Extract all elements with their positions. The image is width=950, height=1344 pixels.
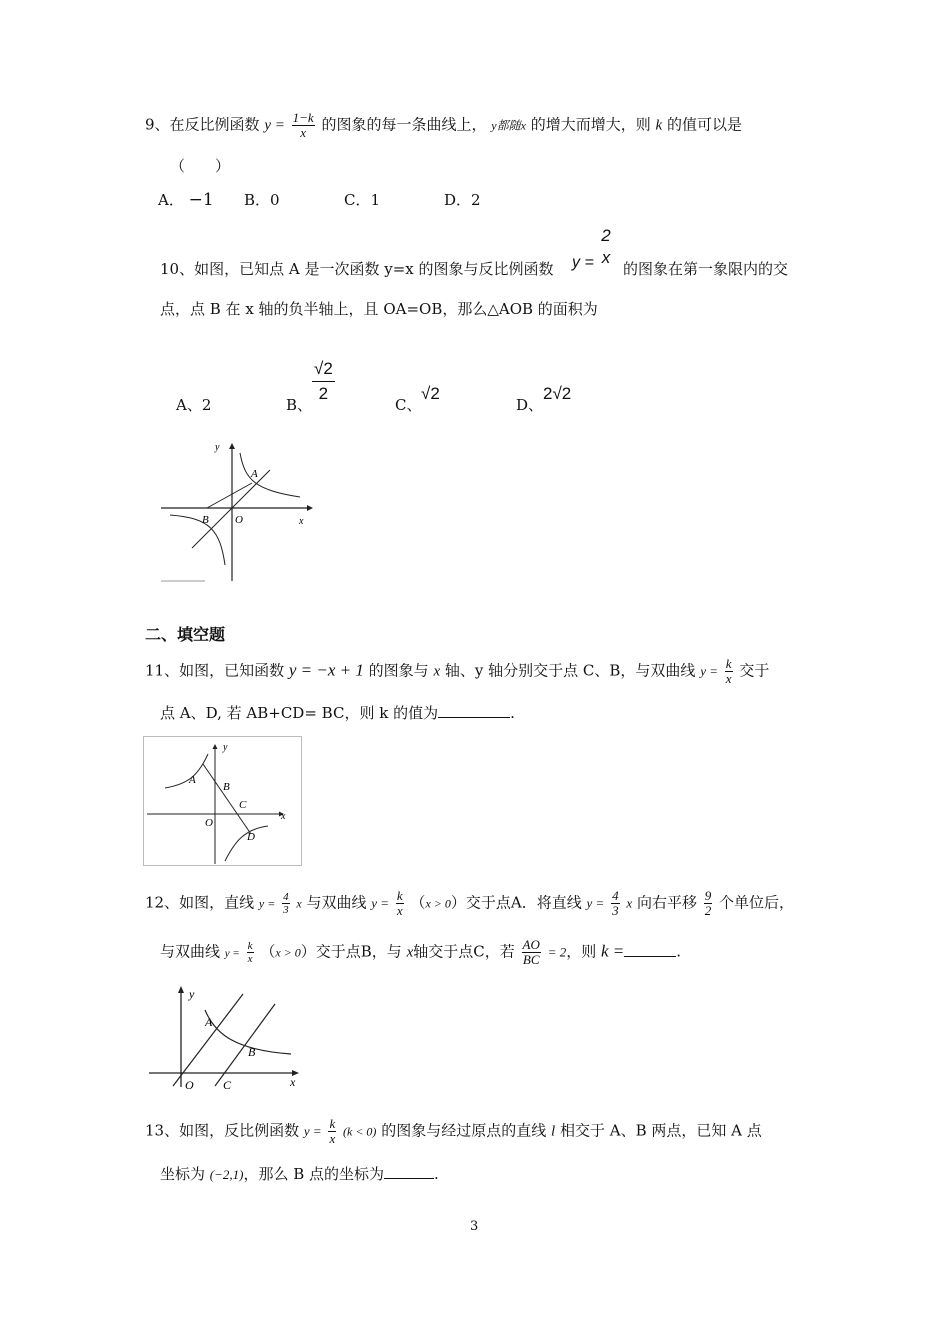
q11-line1 xyxy=(145,657,769,686)
q10-option-d: D、 xyxy=(516,396,544,414)
q9-option-d: D．2 xyxy=(444,191,481,209)
q9-var-k: k xyxy=(655,117,663,134)
q12-shift-tail: 个单位后， xyxy=(719,893,795,912)
q11-eq: y = −x + 1 xyxy=(288,660,364,680)
q12-cond2-close: ）交于点 xyxy=(300,942,361,961)
q12-eq4-num: k xyxy=(247,940,253,952)
q11-figure xyxy=(143,736,303,867)
q9-option-b: B．0 xyxy=(244,191,280,209)
q12-shift-den: 2 xyxy=(704,903,712,918)
q13-text: 13、如图，反比例函数 xyxy=(145,1121,300,1140)
q9-line1 xyxy=(145,111,742,140)
q12-text-mid: 与双曲线 xyxy=(306,893,367,912)
q12-cond-expr: x > 0 xyxy=(425,896,451,911)
q10-option-a: A、2 xyxy=(176,396,212,414)
q12-shift-num: 9 xyxy=(704,888,712,903)
q12-fig-point-b: B xyxy=(248,1045,256,1059)
q11-fig-x-label: x xyxy=(281,811,286,822)
q10-segment-ba xyxy=(207,483,252,508)
q11-fig-point-b: B xyxy=(223,781,230,793)
q11-var-x: x xyxy=(433,663,441,680)
q11-text: 11、如图，已知函数 xyxy=(145,661,285,680)
q12-eq3-x: x xyxy=(626,895,633,911)
q12-end: . xyxy=(676,942,682,961)
q10-line2: 点，点 B 在 x 轴的负半轴上，且 OA=OB，那么△AOB 的面积为 xyxy=(160,300,598,318)
q12-line2 xyxy=(160,938,681,967)
q12-point-c-text: C，若 xyxy=(473,942,515,961)
q11-frac-den: x xyxy=(725,671,732,686)
q11-fig-point-c: C xyxy=(239,799,247,811)
q11-end: . xyxy=(510,704,515,722)
q13-var-l: l xyxy=(551,1123,556,1140)
q10-text-tail: 的图象在第一象限内的交 xyxy=(623,260,789,278)
page-number: 3 xyxy=(470,1219,479,1234)
q12-then: ，则 xyxy=(566,942,597,961)
q13-eq-y: y = xyxy=(303,1123,322,1139)
q12-cond2-expr: x > 0 xyxy=(275,945,301,960)
q10-y-arrow xyxy=(229,443,235,449)
q12-eq1-fraction xyxy=(282,891,290,916)
q11-answer-blank[interactable] xyxy=(438,717,510,718)
q9-answer-paren: （ ） xyxy=(170,157,231,175)
q13-text-line2: 坐标为 xyxy=(160,1165,206,1183)
q10-frac-den: x xyxy=(601,248,611,267)
q10-line1 xyxy=(160,259,554,279)
q13-fraction xyxy=(328,1117,336,1146)
q9-fraction xyxy=(292,111,315,140)
q10-option-b: B、 xyxy=(286,396,313,414)
q9-options xyxy=(158,190,214,210)
q9-text-mid: 的图象的每一条曲线上， xyxy=(321,115,487,134)
q12-eq4-fraction xyxy=(247,940,254,965)
q13-answer-blank[interactable] xyxy=(384,1178,434,1179)
q12-eq2-y: y = xyxy=(371,895,390,911)
q13-frac-den: x xyxy=(329,1131,336,1146)
q12-fig-origin: O xyxy=(185,1078,194,1092)
q12-eq3-fraction xyxy=(611,889,620,918)
q12-eq2-fraction xyxy=(396,889,404,918)
q12-answer-blank[interactable] xyxy=(624,956,676,957)
q13-end: . xyxy=(434,1165,439,1183)
q10-option-b-num: √2 xyxy=(312,357,335,382)
q11-frame xyxy=(144,737,302,866)
q12-text: 12、如图，直线 xyxy=(145,893,255,912)
q10-eq-y: y = xyxy=(572,254,594,272)
section-heading-fill-in: 二、填空题 xyxy=(145,625,226,644)
q10-frac-num: 2 xyxy=(601,226,611,245)
q10-fig-y-label: y xyxy=(215,442,220,453)
q9-text-tail: 的值可以是 xyxy=(666,115,742,134)
q10-option-c: C、 xyxy=(395,396,422,414)
q9-eq: y = xyxy=(264,117,285,134)
q12-line2-text: 与双曲线 xyxy=(160,942,221,961)
q11-hyperbola-q2 xyxy=(165,754,208,788)
q11-text-mid2: 轴、y 轴分别交于点 C、B，与双曲线 xyxy=(444,661,696,680)
q11-fig-y-label: y xyxy=(223,742,228,753)
q12-line-shifted xyxy=(215,1004,275,1086)
q12-fig-point-a: A xyxy=(205,1015,213,1029)
q10-fig-point-a: A xyxy=(251,468,258,480)
q12-shift-text: 向右平移 xyxy=(636,893,697,912)
q11-line2 xyxy=(160,703,515,723)
q12-eq3-y: y = xyxy=(586,895,605,911)
q12-shift-fraction xyxy=(704,889,713,918)
q12-eq1-y: y = xyxy=(258,896,276,911)
q10-eq xyxy=(572,225,614,272)
q12-eq2-num: k xyxy=(396,888,403,903)
q9-note: y都随x xyxy=(491,118,526,133)
q10-line-y-eq-x xyxy=(192,470,270,548)
q10-option-b-fraction xyxy=(312,357,335,406)
q13-frac-num: k xyxy=(329,1116,336,1131)
q9-option-a-value: −1 xyxy=(188,190,214,210)
q9-option-a: A． xyxy=(158,191,184,209)
q12-ratio-num: AO xyxy=(522,937,540,952)
q11-y-arrow xyxy=(213,744,218,749)
q10-x-arrow xyxy=(307,505,313,511)
q13-text-tail: 相交于 A、B 两点，已知 A 点 xyxy=(559,1121,762,1140)
q12-eq1-num: 4 xyxy=(283,891,289,903)
q12-eq2-den: x xyxy=(396,903,403,918)
q9-option-c: C．1 xyxy=(344,191,381,209)
q12-fig-point-c: C xyxy=(223,1078,232,1092)
q12-eq3-num: 4 xyxy=(612,888,619,903)
q12-y-arrow xyxy=(178,986,184,993)
q10-fig-point-b: B xyxy=(202,514,209,526)
q12-eq4-y: y = xyxy=(224,947,240,960)
q11-eq-y: y = xyxy=(700,663,719,679)
q12-fig-y-label: y xyxy=(189,987,195,1001)
q13-text-line2-tail: ，那么 B 点的坐标为 xyxy=(243,1165,385,1183)
q11-fraction xyxy=(725,657,733,686)
q9-text: 9、在反比例函数 xyxy=(145,115,260,134)
q13-cond: (k < 0) xyxy=(343,1124,377,1139)
q13-coord: (−2,1) xyxy=(209,1167,244,1182)
q12-line1 xyxy=(145,889,794,918)
q10-text: 10、如图，已知点 A 是一次函数 y=x 的图象与反比例函数 xyxy=(160,260,554,278)
q10-fraction xyxy=(600,225,611,269)
q11-text-mid: 的图象与 xyxy=(368,661,429,680)
q13-text-mid: 的图象与经过原点的直线 xyxy=(381,1121,547,1140)
q12-var-x: x xyxy=(406,944,414,961)
q11-text-line2: 点 A、D, 若 AB+CD= BC，则 k 的值为 xyxy=(160,704,439,722)
q12-point-b-text: B，与 xyxy=(360,942,402,961)
q12-eq3-den: 3 xyxy=(612,903,619,918)
q11-fig-point-d: D xyxy=(247,831,255,843)
q9-text-suffix: 的增大而增大，则 xyxy=(530,115,651,134)
q10-hyperbola-q3 xyxy=(170,515,225,565)
q12-cond-close: ）交于点 xyxy=(450,893,511,912)
q10-option-c-value: √2 xyxy=(421,384,440,403)
q10-fig-x-label: x xyxy=(299,516,304,527)
q10-fig-origin: O xyxy=(235,514,243,526)
q11-text-tail: 交于 xyxy=(739,661,770,680)
q11-frac-num: k xyxy=(725,656,732,671)
q12-eq1-den: 3 xyxy=(283,904,289,916)
q12-eq4-den: x xyxy=(247,953,253,965)
q10-option-b-den: 2 xyxy=(318,384,329,403)
q12-axis-text: 轴交于点 xyxy=(413,942,474,961)
q12-ratio-eq: = 2 xyxy=(547,944,567,960)
q11-fig-origin: O xyxy=(205,817,213,829)
q12-eq1-x: x xyxy=(296,896,302,911)
q11-fig-point-a: A xyxy=(189,774,196,786)
q12-fig-x-label: x xyxy=(290,1075,296,1089)
q12-ratio-fraction xyxy=(522,938,541,967)
q12-point-a-text: A．将直线 xyxy=(510,893,582,912)
q12-ratio-den: BC xyxy=(522,952,540,967)
q9-frac-num: 1−k xyxy=(292,110,314,125)
q13-line1 xyxy=(145,1117,762,1146)
q10-figure xyxy=(155,435,320,587)
q12-cond-open: （ xyxy=(410,893,426,912)
q12-figure xyxy=(145,982,305,1092)
q12-k-eq: k = xyxy=(601,941,625,961)
q12-cond2-open: （ xyxy=(260,942,276,961)
q10-option-d-value: 2√2 xyxy=(543,384,572,403)
q9-frac-den: x xyxy=(300,125,307,140)
q13-line2 xyxy=(160,1164,439,1185)
